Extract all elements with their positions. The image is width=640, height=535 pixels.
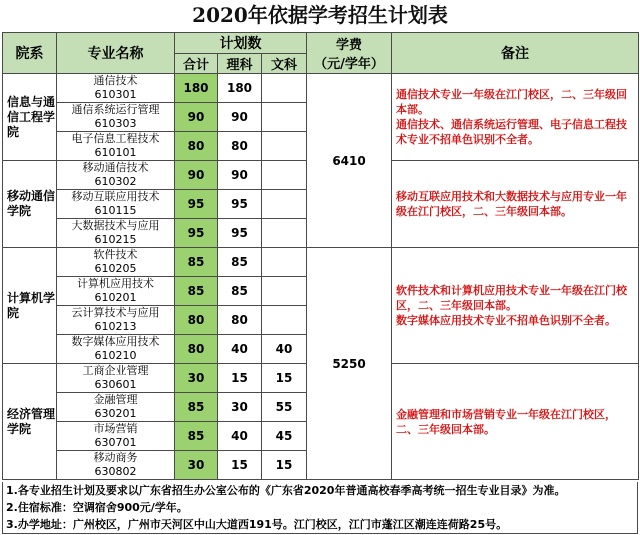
remark-cell [392,364,639,480]
major-cell [57,422,175,451]
plan-total: 85 [175,248,218,277]
table-row [3,74,639,103]
header-remark: 备注 [392,33,639,74]
tuition-fee [307,74,392,248]
remark-cell [392,248,639,364]
plan-total: 180 [175,74,218,103]
remark-text: 通信技术、通信系统运行管理、电子信息工程技术专业不招单色识别不全者。 [396,118,628,146]
plan-arts [262,161,307,190]
footer-notes [2,482,638,534]
plan-arts [262,277,307,306]
major-cell [57,306,175,335]
header-fee-line1: 学费 [336,38,363,53]
college-name: 经济管理学院 [3,364,57,480]
plan-total: 90 [175,103,218,132]
major-cell [57,161,175,190]
major-code: 610213 [94,320,137,333]
plan-science: 85 [218,248,262,277]
header-row-top [3,33,639,54]
table-body [3,33,639,480]
major-code: 630201 [94,407,137,420]
major-name: 云计算技术与应用 [71,306,160,319]
header-college: 院系 [3,33,57,74]
major-code: 610301 [94,88,137,101]
major-cell [57,103,175,132]
major-name: 计算机应用技术 [77,277,154,290]
plan-arts [262,306,307,335]
plan-science: 15 [218,451,262,480]
plan-science: 80 [218,306,262,335]
major-cell [57,248,175,277]
college-name: 信息与通信工程学院 [3,74,57,161]
major-name: 大数据技术与应用 [71,219,160,232]
major-cell [57,132,175,161]
plan-total: 95 [175,219,218,248]
plan-arts [262,248,307,277]
plan-science: 180 [218,74,262,103]
major-cell [57,74,175,103]
major-cell [57,364,175,393]
tuition-fee-value: 6410 [332,153,366,168]
major-cell [57,393,175,422]
major-cell [57,190,175,219]
major-code: 610115 [94,204,137,217]
major-cell [57,277,175,306]
plan-science: 85 [218,277,262,306]
plan-arts: 45 [262,422,307,451]
plan-arts: 15 [262,451,307,480]
note-line: 3.办学地址：广州校区，广州市天河区中山大道西191号。江门校区，江门市蓬江区潮连连荷路25号。 [6,518,508,531]
major-name: 金融管理 [93,393,138,406]
major-cell [57,451,175,480]
tuition-fee-value: 5250 [332,356,366,371]
plan-total: 90 [175,161,218,190]
plan-arts [262,190,307,219]
major-name: 市场营销 [93,422,138,435]
plan-science: 95 [218,219,262,248]
remark-text: 软件技术和计算机应用技术专业一年级在江门校区，二、三年级回本部。 [396,284,628,312]
major-name: 电子信息工程技术 [71,132,160,145]
plan-science: 40 [218,335,262,364]
remark-text: 通信技术专业一年级在江门校区，二、三年级回本部。 [396,88,628,116]
plan-science: 90 [218,103,262,132]
header-total: 合计 [175,54,218,74]
header-fee-line2: （元/学年） [314,57,384,72]
major-name: 工商企业管理 [82,364,149,377]
plan-arts: 55 [262,393,307,422]
plan-science: 40 [218,422,262,451]
major-name: 数字媒体应用技术 [71,335,160,348]
header-fee [307,33,392,74]
major-code: 630802 [94,465,137,478]
plan-arts [262,74,307,103]
header-science: 理科 [218,54,262,74]
plan-total: 30 [175,364,218,393]
enrollment-plan-table [2,32,639,480]
major-name: 软件技术 [93,248,138,261]
major-code: 610210 [94,349,137,362]
header-major: 专业名称 [57,33,175,74]
plan-arts [262,103,307,132]
plan-total: 85 [175,422,218,451]
college-name: 计算机学院 [3,248,57,364]
plan-total: 80 [175,306,218,335]
plan-arts: 15 [262,364,307,393]
major-code: 610101 [94,146,137,159]
plan-total: 85 [175,393,218,422]
plan-science: 30 [218,393,262,422]
major-code: 610215 [94,233,137,246]
plan-science: 15 [218,364,262,393]
plan-science: 80 [218,132,262,161]
major-name: 移动互联应用技术 [71,190,160,203]
major-name: 移动通信技术 [82,161,149,174]
plan-total: 95 [175,190,218,219]
note-line: 1.各专业招生计划及要求以广东省招生办公室公布的《广东省2020年普通高校春季高考统一招生专业目录》为准。 [6,484,566,497]
major-cell [57,219,175,248]
major-code: 630701 [94,436,137,449]
college-name: 移动通信学院 [3,161,57,248]
plan-science: 90 [218,161,262,190]
remark-text: 金融管理和市场营销专业一年级在江门校区，二、三年级回本部。 [396,407,617,436]
remark-cell [392,161,639,248]
plan-total: 30 [175,451,218,480]
page-title: 2020年依据学考招生计划表 [192,3,448,27]
tuition-fee [307,248,392,480]
header-plan: 计划数 [175,33,307,54]
major-code: 630601 [94,378,137,391]
plan-total: 80 [175,132,218,161]
major-name: 移动商务 [93,451,138,464]
major-code: 610303 [94,117,137,130]
major-code: 610201 [94,291,137,304]
major-code: 610302 [94,175,137,188]
plan-arts [262,219,307,248]
remark-cell [392,74,639,161]
plan-total: 85 [175,277,218,306]
note-line: 2.住宿标准：空调宿舍900元/学年。 [6,501,188,514]
major-code: 610205 [94,262,137,275]
major-cell [57,335,175,364]
major-name: 通信系统运行管理 [71,103,160,116]
remark-text: 移动互联应用技术和大数据技术与应用专业一年级在江门校区，二、三年级回本部。 [396,190,628,218]
table-row [3,248,639,277]
remark-text: 数字媒体应用技术专业不招单色识别不全者。 [396,314,617,327]
plan-arts [262,132,307,161]
plan-science: 95 [218,190,262,219]
major-name: 通信技术 [93,74,138,87]
plan-arts: 40 [262,335,307,364]
plan-total: 80 [175,335,218,364]
header-arts: 文科 [262,54,307,74]
